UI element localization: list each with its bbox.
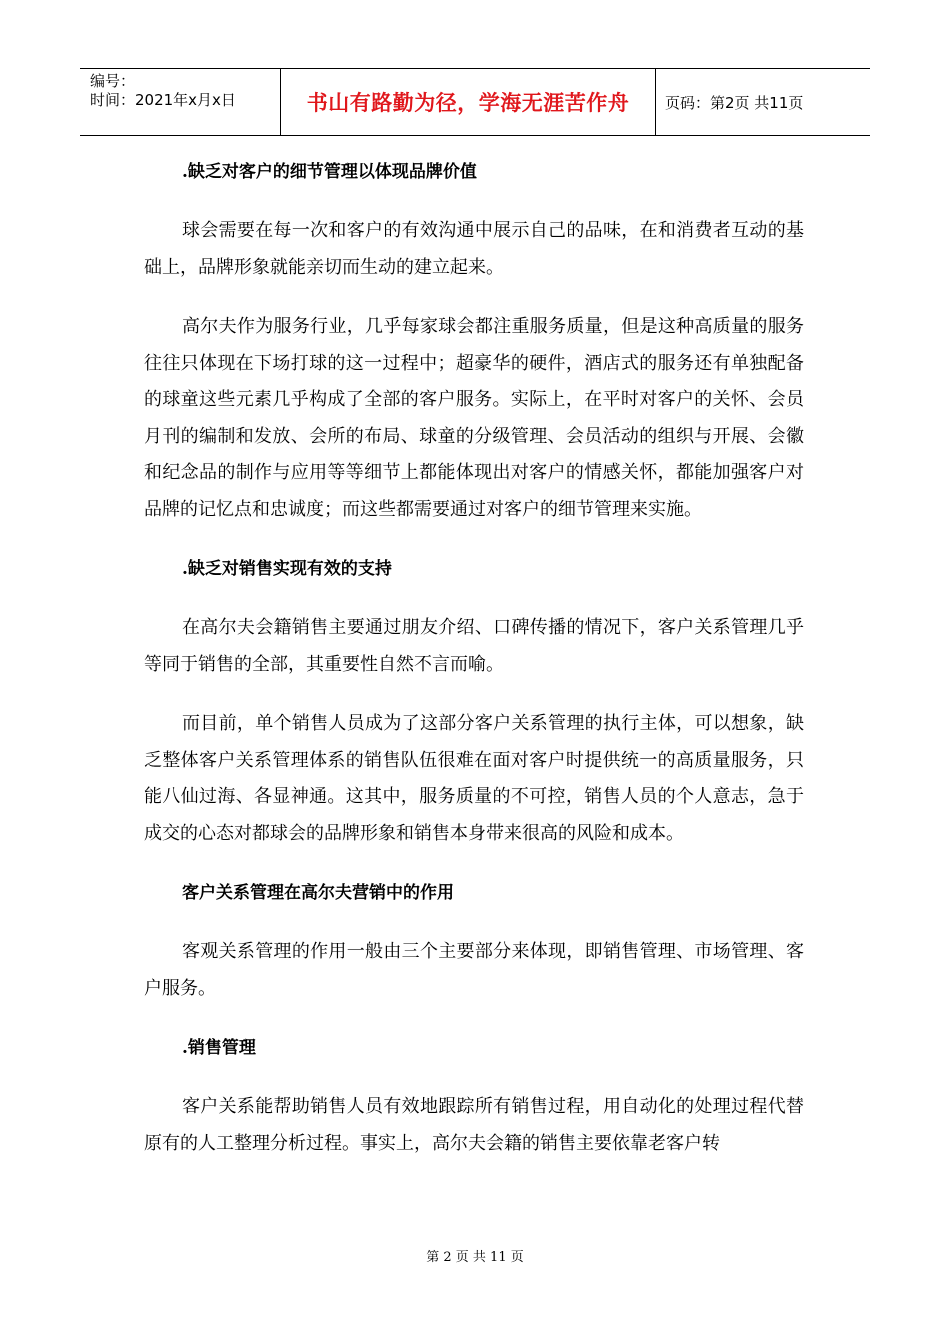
motto-text: 书山有路勤为径，学海无涯苦作舟 (306, 91, 630, 115)
section-heading: .缺乏对客户的细节管理以体现品牌价值 (182, 162, 477, 182)
page-footer: 第 2 页 共 11 页 (426, 1250, 524, 1265)
time-label: 时间：2021年x月x日 (90, 91, 236, 109)
paragraph: 球会需要在每一次和客户的有效沟通中展示自己的品味，在和消费者互动的基础上，品牌形象就能亲切而生动的建立起来。 (144, 220, 804, 278)
header-meta-cell (80, 69, 281, 135)
page-info: 页码：第2页 共11页 (665, 93, 804, 112)
paragraph: 客户关系能帮助销售人员有效地跟踪所有销售过程，用自动化的处理过程代替原有的人工整理分析过程。事实上，高尔夫会籍的销售主要依靠老客户转 (144, 1096, 804, 1154)
paragraph: 客观关系管理的作用一般由三个主要部分来体现，即销售管理、市场管理、客户服务。 (144, 941, 804, 999)
paragraph: 在高尔夫会籍销售主要通过朋友介绍、口碑传播的情况下，客户关系管理几乎等同于销售的全部，其重要性自然不言而喻。 (144, 617, 804, 675)
paragraph: 高尔夫作为服务行业，几乎每家球会都注重服务质量，但是这种高质量的服务往往只体现在下场打球的这一过程中；超豪华的硬件，酒店式的服务还有单独配备的球童这些元素几乎构成了全部的客户服务。实际上，在平时对客户的关怀、会员月刊的编制和发放、会所的布局、球童的分级管理、会员活动的组织与开展、会徽和纪念品的制作与应用等等细节上都能体现出对客户的情感关怀，都能加强客户对品牌的记忆点和忠诚度；而这些都需要通过对客户的细节管理来实施。 (144, 316, 804, 520)
section-heading: 客户关系管理在高尔夫营销中的作用 (182, 883, 454, 903)
number-label: 编号： (90, 72, 136, 90)
document-header (80, 68, 870, 136)
document-body (144, 160, 804, 1162)
section-heading: .销售管理 (182, 1038, 256, 1058)
header-motto-cell (281, 69, 656, 135)
header-page-cell (656, 69, 870, 135)
paragraph: 而目前，单个销售人员成为了这部分客户关系管理的执行主体，可以想象，缺乏整体客户关系管理体系的销售队伍很难在面对客户时提供统一的高质量服务，只能八仙过海、各显神通。这其中，服务质量的不可控，销售人员的个人意志，急于成交的心态对都球会的品牌形象和销售本身带来很高的风险和成本。 (144, 713, 804, 844)
section-heading: .缺乏对销售实现有效的支持 (182, 559, 392, 579)
